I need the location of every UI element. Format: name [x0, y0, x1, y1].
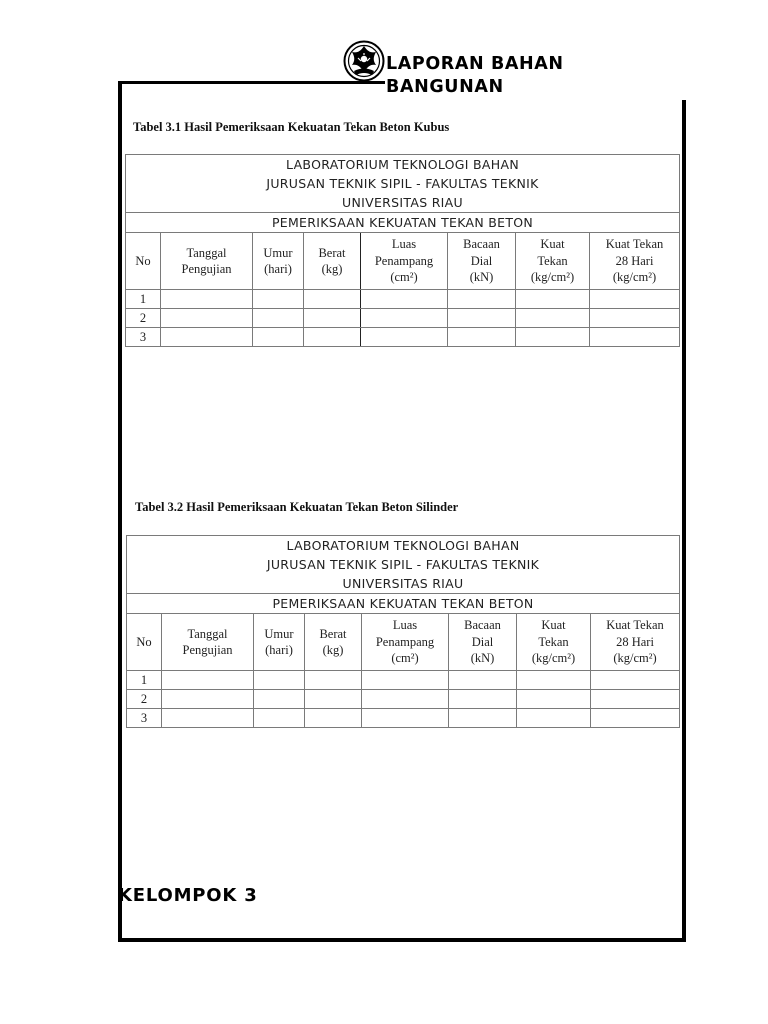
- page-border-right: [682, 100, 686, 942]
- lab-header: [127, 536, 680, 594]
- table-silinder: [126, 535, 680, 728]
- university-logo-icon: [343, 40, 385, 82]
- lab-header-line: JURUSAN TEKNIK SIPIL - FAKULTAS TEKNIK: [266, 557, 540, 572]
- column-header-text: Luas: [392, 618, 418, 633]
- column-header-kuat-tekan-28: [590, 233, 680, 290]
- row-number: 1: [127, 671, 162, 690]
- row-number: 2: [126, 309, 161, 328]
- table-cell: [517, 690, 591, 709]
- page-border-left: [118, 81, 122, 942]
- column-header-berat: [305, 614, 362, 671]
- table-cell: [162, 690, 254, 709]
- row-number: 2: [127, 690, 162, 709]
- lab-header-line: LABORATORIUM TEKNOLOGI BAHAN: [286, 538, 520, 553]
- column-header-luas: [362, 614, 449, 671]
- lab-header-line: JURUSAN TEKNIK SIPIL - FAKULTAS TEKNIK: [266, 176, 539, 191]
- lab-header: [126, 155, 680, 213]
- table-cell: [304, 290, 361, 309]
- column-header-text: Tanggal: [187, 626, 228, 641]
- column-header-text: (hari): [264, 262, 292, 276]
- column-header-text: (hari): [265, 643, 293, 657]
- column-header-text: Umur: [264, 626, 294, 641]
- table-cell: [254, 671, 305, 690]
- lab-header-line: LABORATORIUM TEKNOLOGI BAHAN: [286, 157, 519, 172]
- table-cell: [253, 309, 304, 328]
- column-header-text: Berat: [319, 626, 347, 641]
- table-cell: [517, 709, 591, 728]
- report-title-line-1: LAPORAN BAHAN: [386, 54, 564, 74]
- column-header-text: (kg/cm²): [613, 651, 657, 666]
- column-header-text: Dial: [470, 253, 493, 268]
- table-cell: [449, 709, 517, 728]
- column-header-kuat-tekan-28: [591, 614, 680, 671]
- column-header-text: Luas: [391, 237, 417, 252]
- table-cell: [361, 328, 448, 347]
- table-cell: [448, 290, 516, 309]
- table-2-caption: Tabel 3.2 Hasil Pemeriksaan Kekuatan Tekan Beton Silinder: [135, 500, 459, 514]
- table-cell: [362, 671, 449, 690]
- table-cell: [517, 671, 591, 690]
- column-header-text: Tanggal: [186, 245, 227, 260]
- table-cell: [161, 290, 253, 309]
- table-cell: [591, 709, 680, 728]
- column-header-text: (kN): [470, 651, 495, 666]
- column-header-text: Umur: [263, 245, 293, 260]
- table-cell: [591, 690, 680, 709]
- column-header-text: Pengujian: [182, 643, 233, 657]
- table-cell: [516, 290, 590, 309]
- table-cell: [448, 328, 516, 347]
- column-header-text: Berat: [318, 245, 346, 260]
- table-cell: [590, 328, 680, 347]
- section-subheader: PEMERIKSAAN KEKUATAN TEKAN BETON: [127, 594, 680, 614]
- table-cell: [161, 309, 253, 328]
- column-header-text: No: [135, 253, 151, 268]
- column-header-text: Kuat: [540, 237, 565, 252]
- column-header-no: [126, 233, 161, 290]
- table-cell: [516, 309, 590, 328]
- table-cell: [362, 690, 449, 709]
- column-header-text: Kuat Tekan: [606, 618, 664, 633]
- column-header-text: (kg): [321, 262, 343, 276]
- page-border-bottom: [118, 938, 686, 942]
- table-cell: [305, 671, 362, 690]
- table-cell: [162, 671, 254, 690]
- table-cell: [253, 328, 304, 347]
- report-title: [386, 53, 646, 99]
- column-header-text: Bacaan: [464, 618, 501, 633]
- table-cell: [516, 328, 590, 347]
- column-header-umur: [254, 614, 305, 671]
- column-header-text: 28 Hari: [615, 253, 654, 268]
- table-cell: [362, 709, 449, 728]
- lab-header-line: UNIVERSITAS RIAU: [342, 195, 463, 210]
- table-row: [126, 309, 680, 328]
- section-subheader: PEMERIKSAAN KEKUATAN TEKAN BETON: [126, 213, 680, 233]
- row-number: 3: [127, 709, 162, 728]
- column-header-text: Bacaan: [463, 237, 500, 252]
- column-header-text: Tekan: [538, 634, 569, 649]
- lab-header-line: UNIVERSITAS RIAU: [342, 576, 464, 591]
- table-cell: [590, 309, 680, 328]
- row-number: 1: [126, 290, 161, 309]
- table-row: [126, 290, 680, 309]
- column-header-text: (cm²): [391, 651, 419, 666]
- column-header-kuat-tekan: [516, 233, 590, 290]
- table-cell: [254, 690, 305, 709]
- table-row: [126, 328, 680, 347]
- row-number: 3: [126, 328, 161, 347]
- table-cell: [591, 671, 680, 690]
- column-header-kuat-tekan: [517, 614, 591, 671]
- column-header-umur: [253, 233, 304, 290]
- report-title-line-2: BANGUNAN: [386, 77, 504, 97]
- column-header-bacaan: [449, 614, 517, 671]
- table-cell: [304, 328, 361, 347]
- table-row: [127, 709, 680, 728]
- column-header-luas: [361, 233, 448, 290]
- column-header-text: Pengujian: [181, 262, 232, 276]
- column-header-no: [127, 614, 162, 671]
- column-header-text: Penampang: [375, 634, 435, 649]
- table-row: [127, 690, 680, 709]
- table-cell: [590, 290, 680, 309]
- column-header-text: (kg/cm²): [612, 270, 657, 285]
- table-cell: [161, 328, 253, 347]
- table-cell: [448, 309, 516, 328]
- table-row: [127, 671, 680, 690]
- table-cell: [361, 290, 448, 309]
- table-cell: [305, 709, 362, 728]
- column-header-text: Kuat Tekan: [605, 237, 664, 252]
- table-kubus: [125, 154, 680, 347]
- table-cell: [449, 671, 517, 690]
- column-header-text: (cm²): [390, 270, 418, 285]
- table-cell: [162, 709, 254, 728]
- table-cell: [253, 290, 304, 309]
- table-cell: [304, 309, 361, 328]
- column-header-tanggal: [162, 614, 254, 671]
- column-header-text: Penampang: [374, 253, 434, 268]
- column-header-text: Kuat: [541, 618, 566, 633]
- column-header-text: Dial: [471, 634, 494, 649]
- column-header-text: (kg/cm²): [531, 651, 576, 666]
- column-header-text: (kg): [322, 643, 344, 657]
- column-header-text: No: [136, 634, 152, 649]
- table-cell: [305, 690, 362, 709]
- column-header-bacaan: [448, 233, 516, 290]
- column-header-text: (kg/cm²): [530, 270, 575, 285]
- column-header-berat: [304, 233, 361, 290]
- column-header-text: Tekan: [537, 253, 568, 268]
- column-header-text: (kN): [469, 270, 494, 285]
- table-cell: [361, 309, 448, 328]
- group-label: KELOMPOK 3: [118, 885, 258, 906]
- table-1-caption: Tabel 3.1 Hasil Pemeriksaan Kekuatan Tekan Beton Kubus: [133, 120, 450, 134]
- column-header-tanggal: [161, 233, 253, 290]
- column-header-text: 28 Hari: [616, 634, 654, 649]
- table-cell: [449, 690, 517, 709]
- table-cell: [254, 709, 305, 728]
